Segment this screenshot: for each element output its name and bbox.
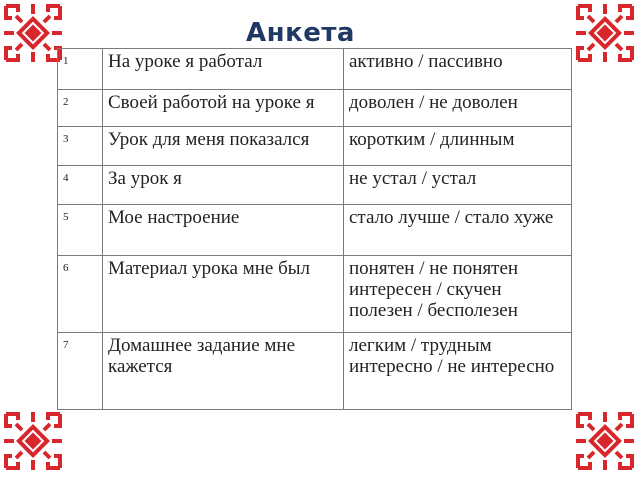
page-title: Анкета — [246, 18, 355, 48]
slavic-ornament-icon — [574, 410, 636, 472]
answer-cell: доволен / не доволен — [344, 90, 572, 127]
table-row — [58, 256, 572, 333]
answer-cell: коротким / длинным — [344, 127, 572, 166]
slavic-ornament-icon — [2, 410, 64, 472]
question-cell: Урок для меня показался — [103, 127, 344, 166]
table-row — [58, 333, 572, 410]
table-row — [58, 166, 572, 205]
question-cell: Своей работой на уроке я — [103, 90, 344, 127]
answer-cell: понятен / не понятен интересен / скучен полезен / бесполезен — [344, 256, 572, 333]
slavic-ornament-icon — [574, 2, 636, 64]
row-number: 6 — [58, 256, 103, 333]
row-number: 3 — [58, 127, 103, 166]
slavic-ornament-icon — [2, 2, 64, 64]
question-cell: Материал урока мне был — [103, 256, 344, 333]
answer-cell: активно / пассивно — [344, 49, 572, 90]
table-row — [58, 205, 572, 256]
answer-cell: легким / трудным интересно / не интересно — [344, 333, 572, 410]
table-row — [58, 90, 572, 127]
row-number: 2 — [58, 90, 103, 127]
question-cell: Мое настроение — [103, 205, 344, 256]
question-cell: За урок я — [103, 166, 344, 205]
row-number: 7 — [58, 333, 103, 410]
table-row — [58, 127, 572, 166]
survey-table — [57, 48, 572, 410]
row-number: 4 — [58, 166, 103, 205]
row-number: 5 — [58, 205, 103, 256]
row-number: 1 — [58, 49, 103, 90]
answer-cell: стало лучше / стало хуже — [344, 205, 572, 256]
table-row — [58, 49, 572, 90]
answer-cell: не устал / устал — [344, 166, 572, 205]
question-cell: Домашнее задание мне кажется — [103, 333, 344, 410]
question-cell: На уроке я работал — [103, 49, 344, 90]
